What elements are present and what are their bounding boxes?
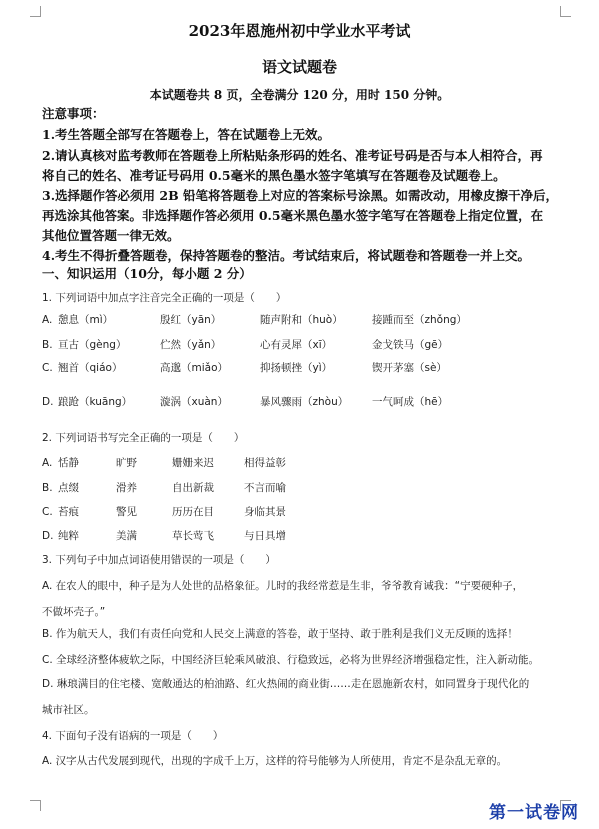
q2-option-d: D. 纯粹 美满 草长莺飞 与日具增 [42, 530, 286, 542]
q2-option-a: A. 恬静 旷野 姗姗来迟 相得益彰 [42, 457, 286, 469]
note-line: 2.请认真核对监考教师在答题卷上所粘贴条形码的姓名、准考证号码是否与本人相符合，再 [42, 148, 543, 163]
q2-option-c: C. 苔痕 警见 历历在目 身临其景 [42, 506, 286, 518]
section-heading: 一、知识运用（10分，每小题 2 分） [42, 266, 252, 281]
watermark-logo: 第一试卷网 [489, 803, 579, 823]
note-line: 1.考生答题全部写在答题卷上，答在试题卷上无效。 [42, 127, 331, 142]
note-line: 3.选择题作答必须用 2B 铅笔将答题卷上对应的答案标号涂黑。如需改动，用橡皮擦干净后， [42, 188, 559, 203]
q1-option-b: B. 亘古（gèng） 伫然（yǎn） 心有灵犀（xī） 金戈铁马（gē） [42, 339, 449, 351]
question-1-stem: 1. 下列词语中加点字注音完全正确的一项是（ ） [42, 292, 287, 304]
note-line: 其他位置答题一律无效。 [42, 228, 180, 243]
q1-option-c: C. 翘首（qiáo） 高邈（miǎo） 抑扬顿挫（yì） 锲开茅塞（sè） [42, 362, 447, 374]
q1-option-d: D. 踉跄（kuāng） 漩涡（xuàn） 暴风骤雨（zhòu） 一气呵成（hē） [42, 396, 449, 408]
crop-mark-top-left [30, 6, 41, 17]
crop-mark-top-right [560, 6, 571, 17]
question-2-stem: 2. 下列词语书写完全正确的一项是（ ） [42, 432, 245, 444]
q3-option-line: D. 琳琅满目的住宅楼、宽敞通达的柏油路、红火热闹的商业街……走在恩施新农村，如同置身于现代化的 [42, 678, 530, 690]
notes-heading: 注意事项： [42, 106, 105, 121]
q3-option-line: A. 在农人的眼中，种子是为人处世的品格象征。儿时的我经常惹是生非，爷爷教育诫我：“宁要硬种子， [42, 580, 524, 592]
question-4-stem: 4. 下面句子没有语病的一项是（ ） [42, 730, 224, 742]
q2-option-b: B. 点缀 滑养 自出新裁 不言而喻 [42, 482, 286, 494]
crop-mark-bottom-left [30, 800, 41, 811]
q3-option-line: C. 全球经济整体疲软之际，中国经济巨轮乘风破浪、行稳致远，必将为世界经济增强稳定性，注入新动能。 [42, 654, 540, 666]
exam-info: 本试题卷共 8 页，全卷满分 120 分，用时 150 分钟。 [149, 88, 450, 102]
exam-subtitle: 语文试题卷 [261, 58, 337, 76]
q1-option-a: A. 憩息（mì） 殷红（yān） 随声附和（huò） 接踵而至（zhǒng） [42, 314, 467, 326]
q3-option-line: B. 作为航天人，我们有责任向党和人民交上满意的答卷，敢于坚持、敢于胜利是我们义无反顾的选择！ [42, 628, 518, 640]
q3-option-line: 不做坏壳子。” [42, 606, 106, 618]
note-line: 4.考生不得折叠答题卷，保持答题卷的整洁。考试结束后，将试题卷和答题卷一并上交。 [42, 248, 531, 263]
question-3-stem: 3. 下列句子中加点词语使用错误的一项是（ ） [42, 554, 276, 566]
note-line: 再选涂其他答案。非选择题作答必须用 0.5毫米黑色墨水签字笔写在答题卷上指定位置，在 [42, 208, 544, 223]
q3-option-line: 城市社区。 [42, 704, 95, 716]
q4-option-line: A. 汉字从古代发展到现代，出现的字成千上万，这样的符号能够为人所使用，肯定不是杂乱无章的。 [42, 755, 508, 767]
note-line: 将自己的姓名、准考证号码用 0.5毫米的黑色墨水签字笔填写在答题卷及试题卷上。 [42, 168, 506, 183]
exam-title: 2023年恩施州初中学业水平考试 [188, 22, 411, 40]
